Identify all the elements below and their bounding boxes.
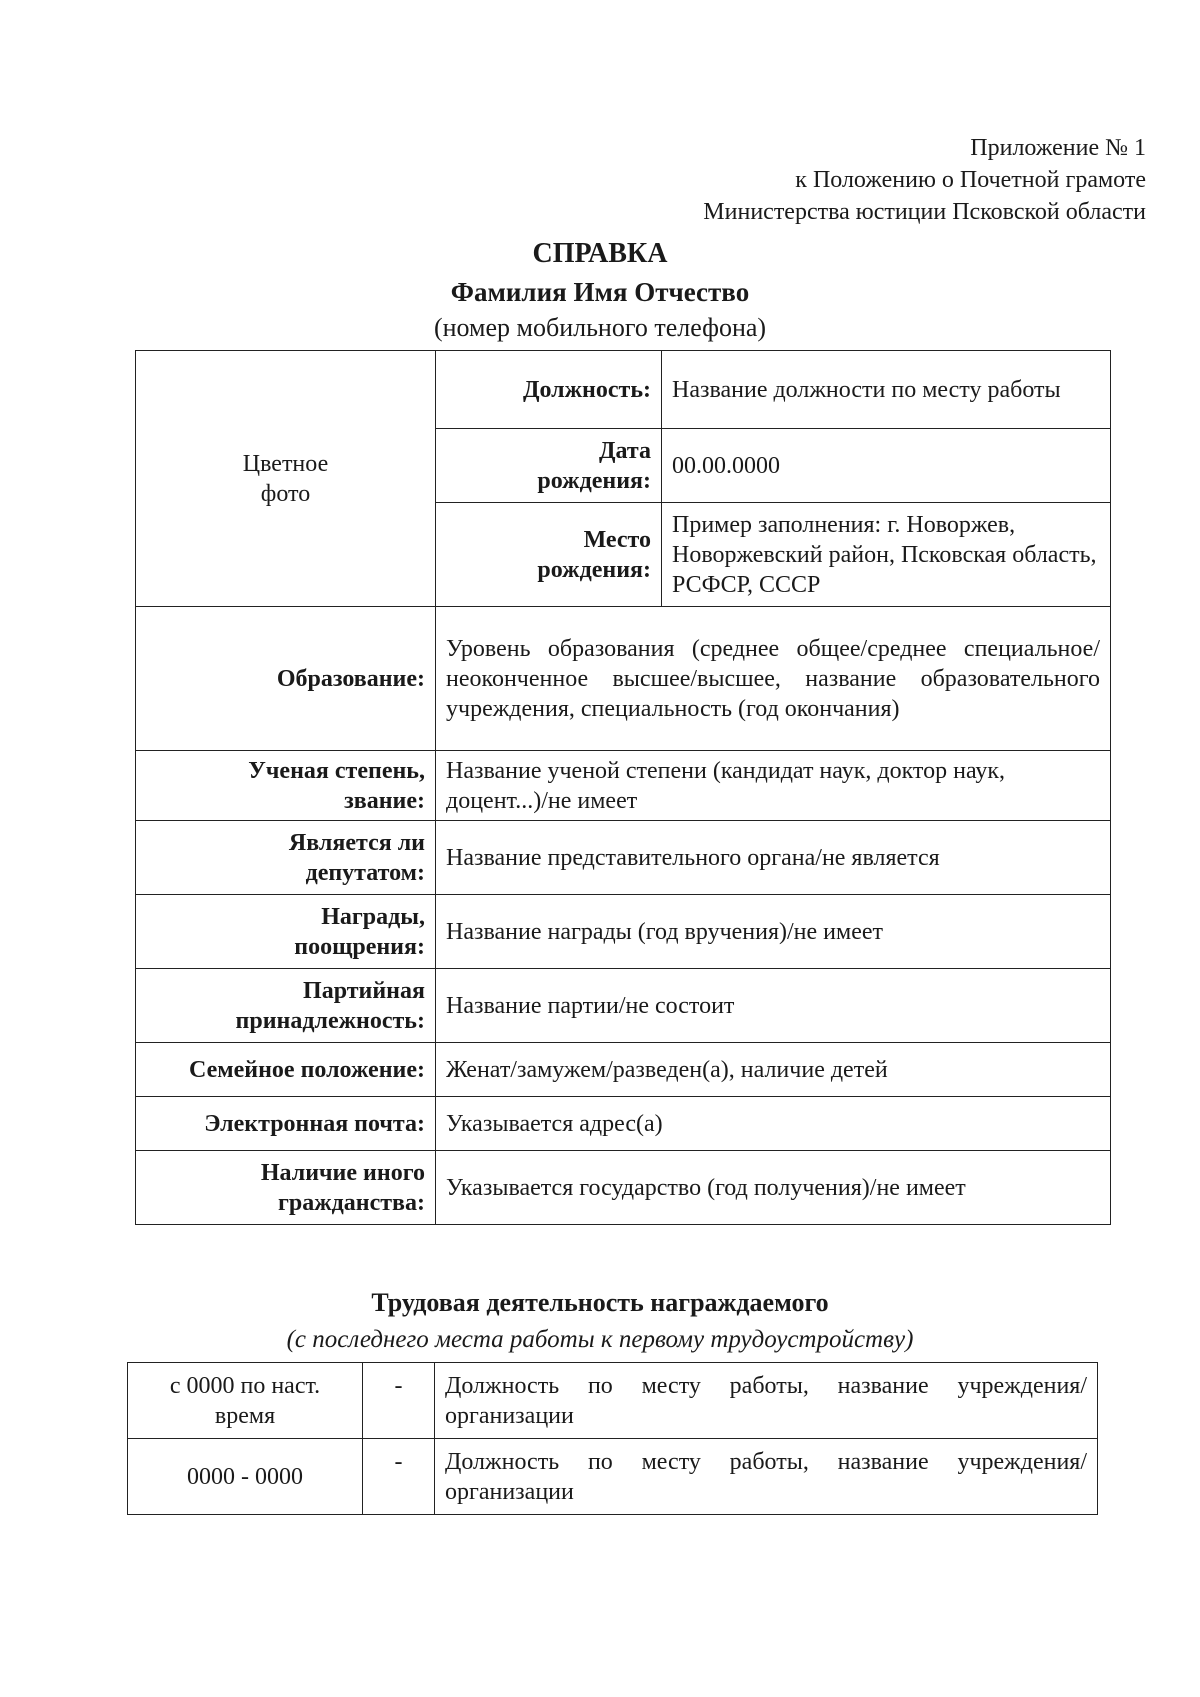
position-value: Название должности по месту работы (662, 351, 1111, 429)
work-history-table (127, 1362, 1098, 1515)
person-name: Фамилия Имя Отчество (450, 277, 750, 307)
deputy-label-text: Является ли депутатом: (288, 829, 425, 886)
photo-placeholder (136, 351, 436, 607)
appendix-line-1: Приложение № 1 (970, 135, 1146, 161)
deputy-label (136, 821, 436, 895)
family-label: Семейное положение: (136, 1043, 436, 1097)
degree-label (136, 751, 436, 821)
citizenship-label-text: Наличие иного гражданства: (260, 1159, 425, 1216)
work-dash: - (363, 1363, 435, 1439)
appendix-note (560, 132, 1146, 228)
degree-value: Название ученой степени (кандидат наук, доктор наук, доцент...)/не имеет (436, 751, 1111, 821)
birthplace-value: Пример заполнения: г. Новоржев, Новоржевский район, Псковская область, РСФСР, СССР (662, 503, 1111, 607)
info-table (135, 350, 1111, 1225)
awards-label (136, 895, 436, 969)
position-label: Должность: (436, 351, 662, 429)
awards-label-text: Награды, поощрения: (294, 903, 425, 960)
degree-label-text: Ученая степень, звание: (248, 757, 425, 814)
email-value: Указывается адрес(а) (436, 1097, 1111, 1151)
work-description: Должность по месту работы, название учреждения/организации (435, 1439, 1098, 1515)
work-row (128, 1363, 1098, 1439)
education-label: Образование: (136, 607, 436, 751)
work-period: 0000 - 0000 (128, 1439, 363, 1515)
birthdate-label (436, 429, 662, 503)
education-value: Уровень образования (среднее общее/среднее специальное/неоконченное высшее/высшее, название образовательного учреждения, специальность (год окончания) (436, 607, 1111, 751)
work-row (128, 1439, 1098, 1515)
work-period (128, 1363, 363, 1439)
deputy-value: Название представительного органа/не является (436, 821, 1111, 895)
appendix-line-2: к Положению о Почетной грамоте (795, 167, 1146, 193)
work-period-text: с 0000 по наст. время (169, 1372, 321, 1429)
family-value: Женат/замужем/разведен(а), наличие детей (436, 1043, 1111, 1097)
citizenship-label (136, 1151, 436, 1225)
citizenship-value: Указывается государство (год получения)/не имеет (436, 1151, 1111, 1225)
party-value: Название партии/не состоит (436, 969, 1111, 1043)
work-section-title: Трудовая деятельность награждаемого (371, 1288, 829, 1317)
awards-value: Название награды (год вручения)/не имеет (436, 895, 1111, 969)
phone-note: (номер мобильного телефона) (433, 313, 767, 342)
work-description: Должность по месту работы, название учреждения/организации (435, 1363, 1098, 1439)
birthdate-label-text: Дата рождения: (537, 437, 651, 494)
party-label (136, 969, 436, 1043)
birthdate-value: 00.00.0000 (662, 429, 1111, 503)
photo-text: Цветное фото (242, 450, 329, 507)
document-title: СПРАВКА (532, 238, 668, 269)
work-dash: - (363, 1439, 435, 1515)
appendix-line-3: Министерства юстиции Псковской области (703, 199, 1146, 225)
party-label-text: Партийная принадлежность: (235, 977, 425, 1034)
birthplace-label-text: Место рождения: (537, 526, 651, 583)
work-section-subtitle: (с последнего места работы к первому трудоустройству) (286, 1326, 914, 1353)
birthplace-label (436, 503, 662, 607)
email-label: Электронная почта: (136, 1097, 436, 1151)
